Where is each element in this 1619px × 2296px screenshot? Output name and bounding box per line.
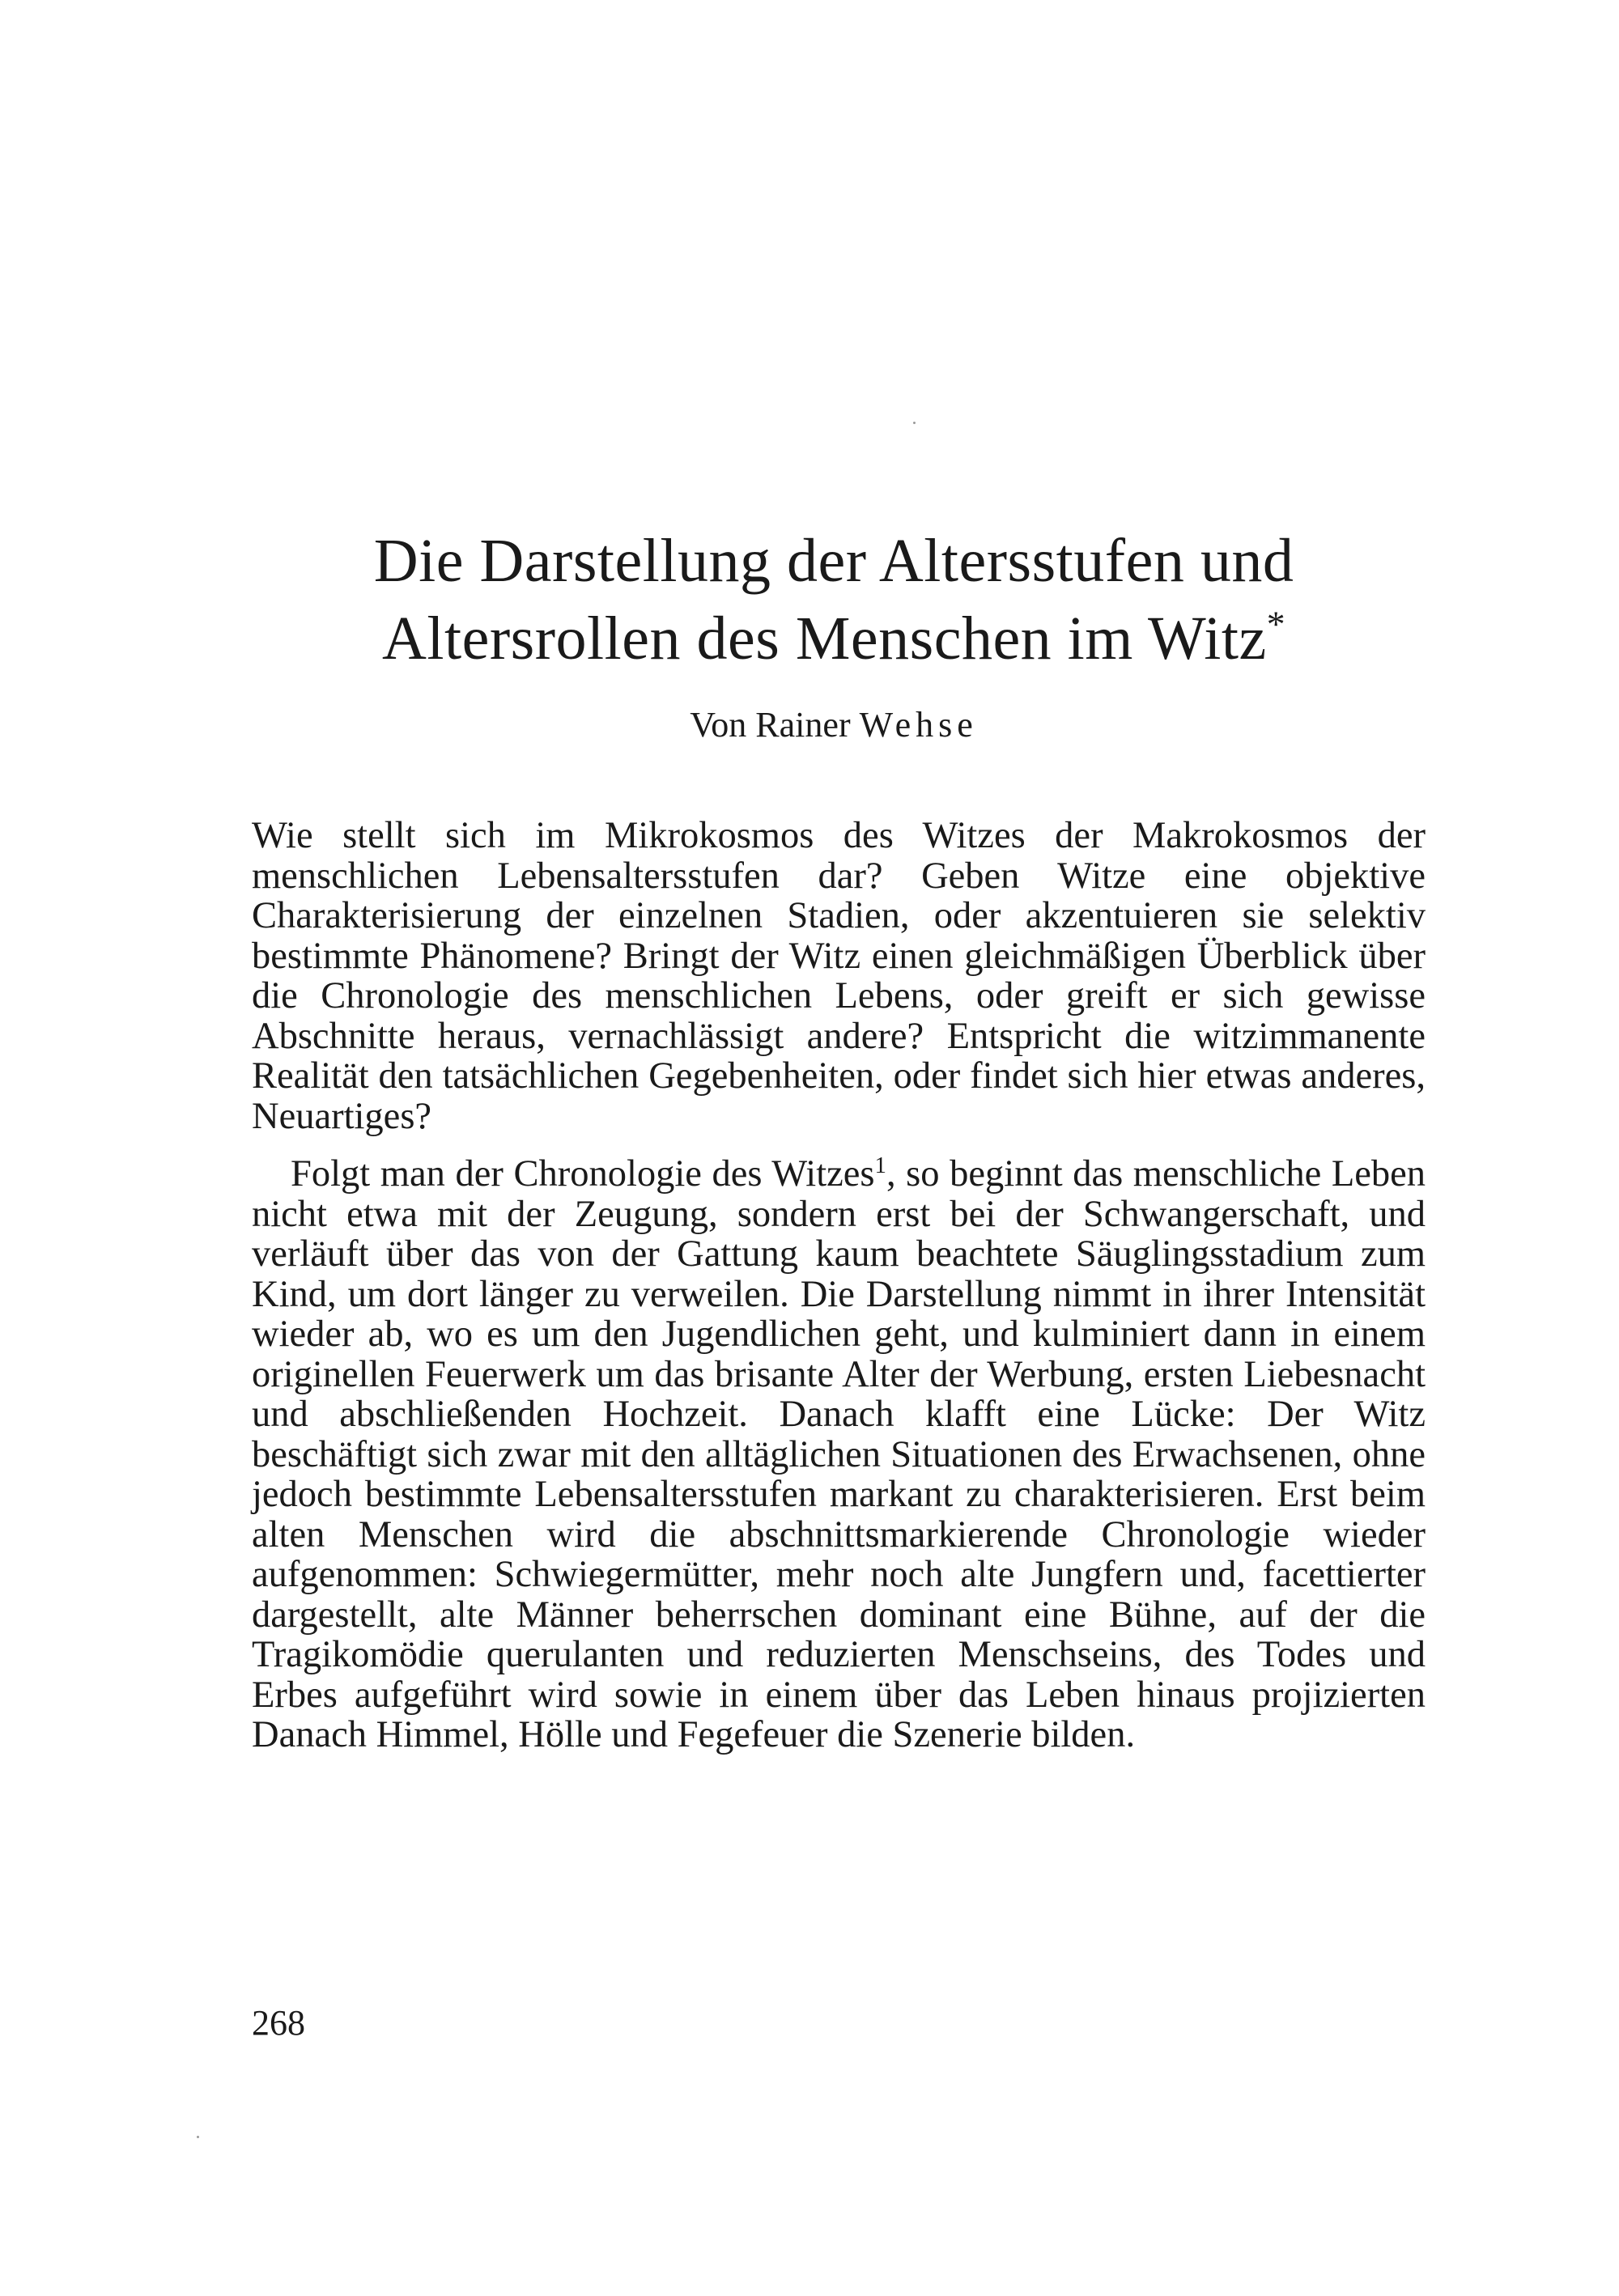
scan-speck-top: [913, 422, 916, 424]
paragraph-2-text: , so beginnt das menschliche Leben nicht etwa mit der Zeugung, sondern erst bei der Schwangerschaft, und verläuft über das von der Gattung kaum beachtete Säuglingsstadium zum Kind, um dort länger zu verweilen. Die Darstellung nimmt in ihrer Intensität wieder ab, wo es um den Jugendlichen geht, und kulminiert dann in einem originellen Feuerwerk um das brisante Alter der Werbung, ersten Liebesnacht und abschließenden Hochzeit. Danach klafft eine Lücke: Der Witz beschäftigt sich zwar mit den alltäglichen Situationen des Erwachsenen, ohne jedoch bestimmte Lebensaltersstufen markant zu charakterisieren. Erst beim alten Menschen wird die abschnittsmarkierende Chronologie wieder aufgenommen: Schwiegermütter, mehr noch alte Jungfern und, facettierter dargestellt, alte Männer beherrschen dominant eine Bühne, auf der die Tragikomödie querulanten und reduzierten Menschseins, des Todes und Erbes aufgeführt wird sowie in einem über das Leben hinaus projizierten Danach Himmel, Hölle und Fegefeuer die Szenerie bilden.: [252, 1153, 1426, 1755]
title-line-1: Die Darstellung der Altersstufen und: [373, 527, 1294, 595]
article-title: [243, 522, 1425, 677]
scan-speck-bottom: [197, 2136, 199, 2138]
article-body: [252, 816, 1426, 1755]
paragraph-1: Wie stellt sich im Mikrokosmos des Witzes der Makrokosmos der menschlichen Lebensaltersstufen dar? Geben Witze eine objektive Charakterisierung der einzelnen Stadien, oder akzentuieren sie selektiv bestimmte Phänomene? Bringt der Witz einen gleichmäßigen Überblick über die Chronologie des menschlichen Lebens, oder greift er sich gewisse Abschnitte heraus, vernachlässigt andere? Entspricht die witzimmanente Realität den tatsächlichen Gegebenheiten, oder findet sich hier etwas anderes, Neuartiges?: [252, 815, 1426, 1137]
author-surname: Wehse: [859, 705, 978, 745]
footnote-reference-1: 1: [874, 1152, 886, 1179]
paragraph-2: [252, 1154, 1426, 1755]
title-line-2-text: Altersrollen des Menschen im Witz: [382, 605, 1267, 673]
author-byline: [243, 702, 1425, 748]
author-prefix: Von Rainer: [690, 705, 851, 745]
page-number: 268: [252, 2003, 305, 2043]
paragraph-2-lead: Folgt man der Chronologie des Witzes: [291, 1153, 875, 1195]
title-footnote-marker: *: [1266, 603, 1285, 645]
title-line-2: [243, 600, 1425, 677]
